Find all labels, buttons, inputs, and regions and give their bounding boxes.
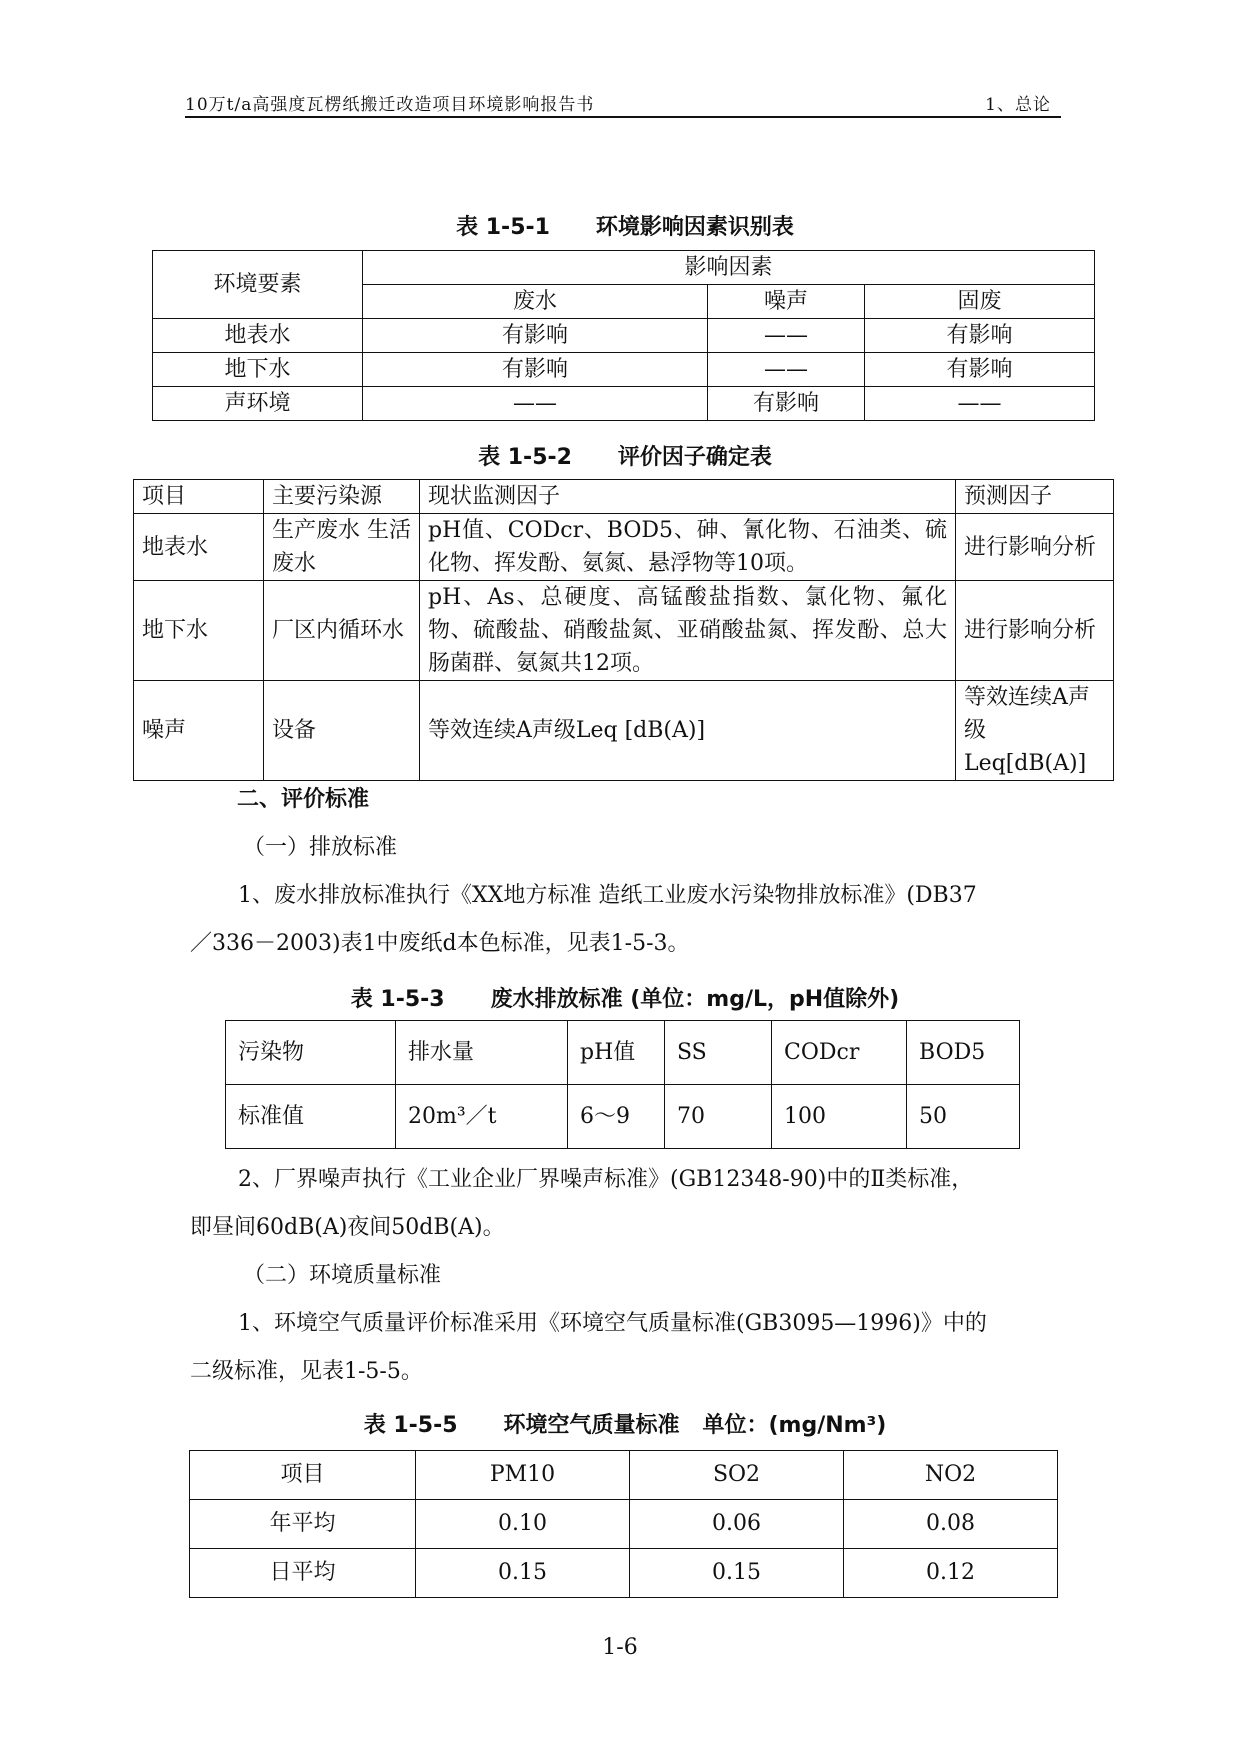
table-cell: 有影响 bbox=[708, 387, 865, 421]
table-cell: —— bbox=[708, 353, 865, 387]
table-cell: 0.08 bbox=[844, 1500, 1058, 1549]
section-title: 二、评价标准 bbox=[237, 787, 370, 812]
col-header: 预测因子 bbox=[956, 480, 1114, 514]
table-cell: 0.10 bbox=[416, 1500, 630, 1549]
source-text: 生产废水 生活废水 bbox=[272, 518, 411, 576]
row-header: 标准值 bbox=[226, 1085, 396, 1149]
table-cell: 等效连续A声级Leq[dB(A)] bbox=[956, 681, 1114, 781]
table-row bbox=[226, 1085, 1020, 1149]
group-header: 影响因素 bbox=[363, 251, 1095, 285]
table-cell: 设备 bbox=[264, 681, 420, 781]
table-cell bbox=[420, 514, 956, 581]
row-header: 日平均 bbox=[190, 1549, 416, 1598]
table-cell: 0.12 bbox=[844, 1549, 1058, 1598]
col-header: 主要污染源 bbox=[264, 480, 420, 514]
paragraph: 2、厂界噪声执行《工业企业厂界噪声标准》(GB12348-90)中的Ⅱ类标准， bbox=[238, 1167, 974, 1192]
wastewater-standard-table bbox=[225, 1020, 1020, 1149]
paragraph: 二级标准，见表1-5-5。 bbox=[190, 1359, 423, 1384]
table3-caption: 表 1-5-3 废水排放标准 (单位：mg/L，pH值除外) bbox=[350, 987, 900, 1012]
table4-caption: 表 1-5-5 环境空气质量标准 单位：(mg/Nm³) bbox=[363, 1413, 887, 1438]
table-row bbox=[153, 353, 1095, 387]
col-header: 排水量 bbox=[396, 1021, 568, 1085]
table-cell: pH、As、总硬度、高锰酸盐指数、氯化物、氟化物、硫酸盐、硝酸盐氮、亚硝酸盐氮、挥发酚、总大肠菌群、氨氮共12项。 bbox=[420, 581, 956, 681]
col-header: NO2 bbox=[844, 1451, 1058, 1500]
subsection-emission: （一）排放标准 bbox=[243, 835, 398, 860]
table-cell: 有影响 bbox=[363, 319, 708, 353]
page-number: 1-6 bbox=[602, 1635, 638, 1660]
table-cell: 6～9 bbox=[568, 1085, 665, 1149]
table-row bbox=[153, 387, 1095, 421]
table-cell bbox=[264, 514, 420, 581]
header-title: 10万t/a高强度瓦楞纸搬迁改造项目环境影响报告书 bbox=[185, 95, 595, 115]
table2-caption: 表 1-5-2 评价因子确定表 bbox=[478, 445, 772, 470]
row-header: 声环境 bbox=[153, 387, 363, 421]
table-row bbox=[134, 681, 1114, 781]
table-row bbox=[134, 581, 1114, 681]
col-header: 废水 bbox=[363, 285, 708, 319]
table-cell: 20m³／t bbox=[396, 1085, 568, 1149]
table-cell: 100 bbox=[772, 1085, 907, 1149]
header-section: 1、总论 bbox=[985, 95, 1051, 115]
table-cell: 有影响 bbox=[363, 353, 708, 387]
table-cell: —— bbox=[363, 387, 708, 421]
paragraph: 1、环境空气质量评价标准采用《环境空气质量标准(GB3095—1996)》中的 bbox=[238, 1311, 987, 1336]
row-header: 地下水 bbox=[134, 581, 264, 681]
table-cell: 70 bbox=[665, 1085, 772, 1149]
table-row bbox=[134, 514, 1114, 581]
col-header: 项目 bbox=[190, 1451, 416, 1500]
row-header: 地表水 bbox=[134, 514, 264, 581]
col-header: pH值 bbox=[568, 1021, 665, 1085]
corner-header: 环境要素 bbox=[153, 251, 363, 319]
row-header: 噪声 bbox=[134, 681, 264, 781]
row-header: 地表水 bbox=[153, 319, 363, 353]
table1-caption: 表 1-5-1 环境影响因素识别表 bbox=[456, 215, 794, 240]
monitor-text: pH值、CODcr、BOD5、砷、氰化物、石油类、硫化物、挥发酚、氨氮、悬浮物等10项。 bbox=[428, 518, 947, 576]
table-cell: 进行影响分析 bbox=[956, 581, 1114, 681]
col-header: SO2 bbox=[630, 1451, 844, 1500]
table-row bbox=[190, 1549, 1058, 1598]
impact-identification-table bbox=[152, 250, 1095, 421]
subsection-quality: （二）环境质量标准 bbox=[243, 1263, 442, 1288]
table-cell: —— bbox=[708, 319, 865, 353]
paragraph: ／336－2003)表1中废纸d本色标准，见表1-5-3。 bbox=[190, 931, 690, 956]
table-cell: 厂区内循环水 bbox=[264, 581, 420, 681]
paragraph: 1、废水排放标准执行《XX地方标准 造纸工业废水污染物排放标准》(DB37 bbox=[238, 883, 977, 908]
table-row bbox=[190, 1500, 1058, 1549]
table-cell: 0.15 bbox=[416, 1549, 630, 1598]
col-header: PM10 bbox=[416, 1451, 630, 1500]
table-cell: 0.06 bbox=[630, 1500, 844, 1549]
air-quality-table bbox=[189, 1450, 1058, 1598]
col-header: CODcr bbox=[772, 1021, 907, 1085]
table-cell: 0.15 bbox=[630, 1549, 844, 1598]
table-cell: 有影响 bbox=[865, 319, 1095, 353]
col-header: 项目 bbox=[134, 480, 264, 514]
col-header: 现状监测因子 bbox=[420, 480, 956, 514]
row-header: 地下水 bbox=[153, 353, 363, 387]
table-cell: 有影响 bbox=[865, 353, 1095, 387]
col-header: 固废 bbox=[865, 285, 1095, 319]
paragraph: 即昼间60dB(A)夜间50dB(A)。 bbox=[190, 1215, 505, 1240]
table-cell: 50 bbox=[907, 1085, 1020, 1149]
table-cell: 进行影响分析 bbox=[956, 514, 1114, 581]
evaluation-factor-table bbox=[133, 479, 1114, 781]
col-header: 噪声 bbox=[708, 285, 865, 319]
table-cell: —— bbox=[865, 387, 1095, 421]
table-cell: 等效连续A声级Leq [dB(A)] bbox=[420, 681, 956, 781]
row-header: 年平均 bbox=[190, 1500, 416, 1549]
page-header bbox=[185, 88, 1061, 118]
table-row bbox=[153, 319, 1095, 353]
col-header: BOD5 bbox=[907, 1021, 1020, 1085]
col-header: SS bbox=[665, 1021, 772, 1085]
col-header: 污染物 bbox=[226, 1021, 396, 1085]
